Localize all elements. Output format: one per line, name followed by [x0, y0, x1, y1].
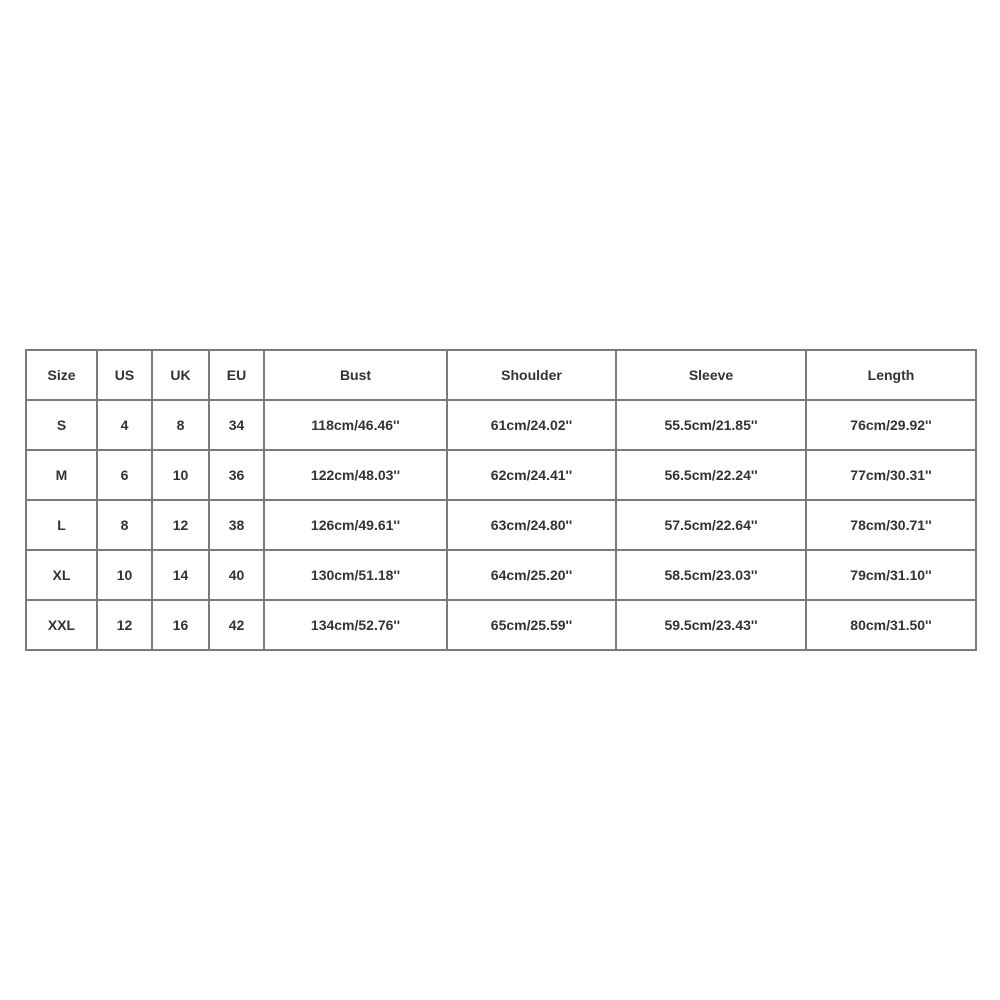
- cell-shoulder: 62cm/24.41'': [447, 450, 616, 500]
- cell-eu: 34: [209, 400, 264, 450]
- cell-eu: 36: [209, 450, 264, 500]
- cell-shoulder: 63cm/24.80'': [447, 500, 616, 550]
- cell-shoulder: 64cm/25.20'': [447, 550, 616, 600]
- cell-bust: 134cm/52.76'': [264, 600, 447, 650]
- table-row: [26, 550, 976, 600]
- cell-length: 79cm/31.10'': [806, 550, 976, 600]
- header-eu: EU: [209, 350, 264, 400]
- cell-bust: 118cm/46.46'': [264, 400, 447, 450]
- cell-size: S: [26, 400, 97, 450]
- header-length: Length: [806, 350, 976, 400]
- cell-uk: 16: [152, 600, 209, 650]
- header-us: US: [97, 350, 152, 400]
- table-row: [26, 600, 976, 650]
- cell-us: 8: [97, 500, 152, 550]
- cell-size: L: [26, 500, 97, 550]
- cell-uk: 8: [152, 400, 209, 450]
- cell-bust: 122cm/48.03'': [264, 450, 447, 500]
- cell-sleeve: 56.5cm/22.24'': [616, 450, 806, 500]
- header-sleeve: Sleeve: [616, 350, 806, 400]
- header-size: Size: [26, 350, 97, 400]
- cell-us: 12: [97, 600, 152, 650]
- cell-sleeve: 55.5cm/21.85'': [616, 400, 806, 450]
- size-chart-table: [25, 349, 977, 651]
- cell-shoulder: 61cm/24.02'': [447, 400, 616, 450]
- cell-shoulder: 65cm/25.59'': [447, 600, 616, 650]
- cell-bust: 130cm/51.18'': [264, 550, 447, 600]
- cell-sleeve: 58.5cm/23.03'': [616, 550, 806, 600]
- cell-length: 80cm/31.50'': [806, 600, 976, 650]
- cell-sleeve: 57.5cm/22.64'': [616, 500, 806, 550]
- cell-eu: 38: [209, 500, 264, 550]
- table-row: [26, 400, 976, 450]
- table-row: [26, 500, 976, 550]
- cell-length: 76cm/29.92'': [806, 400, 976, 450]
- cell-us: 10: [97, 550, 152, 600]
- table-header-row: [26, 350, 976, 400]
- cell-size: XL: [26, 550, 97, 600]
- cell-sleeve: 59.5cm/23.43'': [616, 600, 806, 650]
- cell-bust: 126cm/49.61'': [264, 500, 447, 550]
- cell-length: 78cm/30.71'': [806, 500, 976, 550]
- cell-uk: 10: [152, 450, 209, 500]
- cell-size: XXL: [26, 600, 97, 650]
- cell-eu: 42: [209, 600, 264, 650]
- header-shoulder: Shoulder: [447, 350, 616, 400]
- header-bust: Bust: [264, 350, 447, 400]
- table-row: [26, 450, 976, 500]
- header-uk: UK: [152, 350, 209, 400]
- cell-us: 6: [97, 450, 152, 500]
- cell-size: M: [26, 450, 97, 500]
- cell-us: 4: [97, 400, 152, 450]
- cell-uk: 12: [152, 500, 209, 550]
- cell-length: 77cm/30.31'': [806, 450, 976, 500]
- cell-uk: 14: [152, 550, 209, 600]
- cell-eu: 40: [209, 550, 264, 600]
